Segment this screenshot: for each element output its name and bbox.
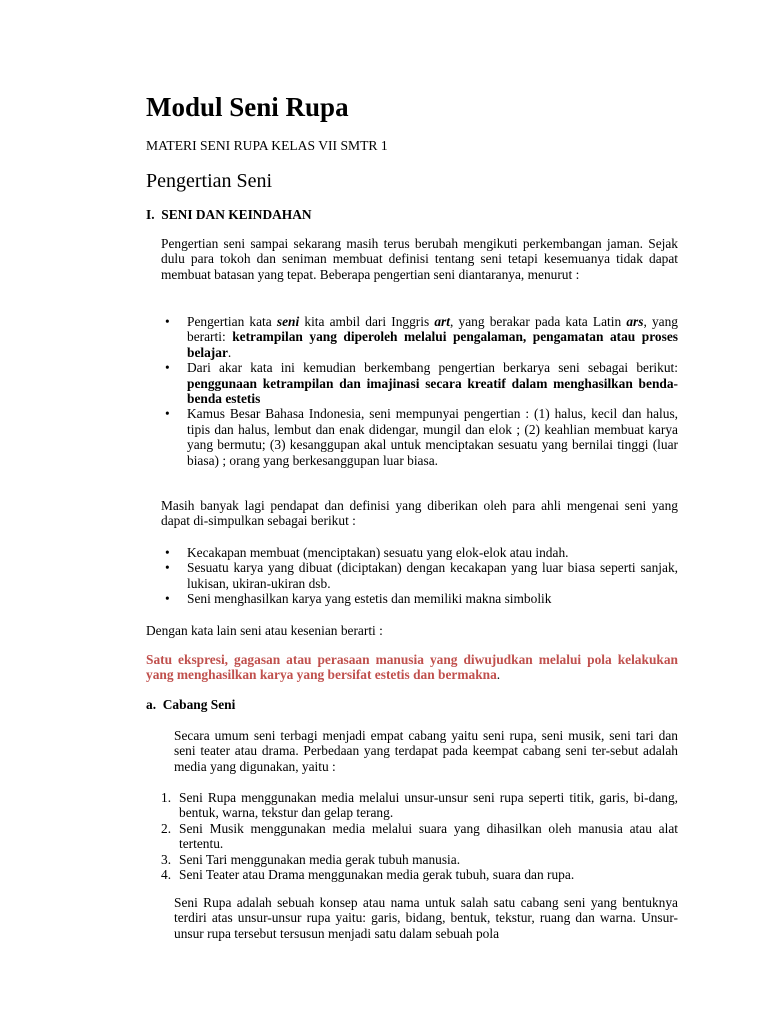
paragraph-intro: Pengertian seni sampai sekarang masih terus berubah mengikuti perkembangan jaman. Sejak dulu para tokoh dan seniman membuat definisi tentang seni tetapi kesemuanya tidak dapat membuat batasan yang tepat. Beberapa pengertian seni diantaranya, menurut : [161, 236, 678, 282]
section-heading [146, 207, 312, 222]
paragraph-summary: Masih banyak lagi pendapat dan definisi yang diberikan oleh para ahli mengenai seni yang dapat di-simpulkan sebagai berikut : [161, 498, 678, 529]
term-art: art [434, 314, 450, 329]
list-item [161, 852, 678, 867]
list-item [161, 360, 678, 406]
list-item [161, 790, 678, 821]
text-run: , yang berarti: [187, 314, 678, 345]
text-run: kita ambil dari Inggris [299, 314, 435, 329]
term-seni: seni [276, 314, 300, 329]
list-text: Seni Rupa menggunakan media melalui unsur-unsur seni rupa seperti titik, garis, bi-dang, bentuk, warna, tekstur dan gelap terang. [179, 790, 678, 821]
list-item [161, 867, 678, 882]
list-number: 4. [161, 867, 172, 883]
section-heading-number: I. [146, 207, 155, 222]
list-item: • Seni menghasilkan karya yang estetis dan memiliki makna simbolik [161, 591, 678, 606]
list-text: Seni Teater atau Drama menggunakan media gerak tubuh, suara dan rupa. [179, 867, 575, 883]
text-run: . [227, 344, 232, 360]
list-item: • Kecakapan membuat (menciptakan) sesuatu yang elok-elok atau indah. [161, 545, 678, 560]
section-heading-text: SENI DAN KEINDAHAN [161, 207, 312, 222]
list-item [161, 821, 678, 852]
paragraph-lead: Dengan kata lain seni atau kesenian berarti : [146, 623, 383, 638]
subsection-title: Cabang Seni [162, 697, 236, 712]
list-item [161, 314, 678, 360]
subsection-heading [146, 697, 235, 712]
document-title: Modul Seni Rupa [146, 92, 349, 122]
bold-definition: penggunaan ketrampilan dan imajinasi secara kreatif dalam menghasilkan benda-benda estetis [187, 375, 678, 407]
list-item: • Kamus Besar Bahasa Indonesia, seni mempunyai pengertian : (1) halus, kecil dan halus, tipis dan halus, lembut dan enak didengar, mungil dan elok ; (2) keahlian membuat karya yang bermutu; (3) kesanggupan akal untuk menciptakan sesuatu yang bernilai tinggi (luar biasa) ; orang yang berkesanggupan luar biasa. [161, 406, 678, 468]
text-run: . [496, 667, 501, 683]
branch-list [161, 790, 678, 882]
highlight-text: Satu ekspresi, gagasan atau perasaan manusia yang diwujudkan melalui pola kelakukan yang menghasilkan karya yang bersifat estetis dan bermakna [146, 652, 678, 683]
conclusion-list [161, 545, 678, 607]
list-number: 2. [161, 820, 172, 836]
highlighted-definition [146, 652, 678, 683]
paragraph-branches: Secara umum seni terbagi menjadi empat cabang yaitu seni rupa, seni musik, seni tari dan seni teater atau drama. Perbedaan yang terdapat pada keempat cabang seni ter-sebut adalah media yang digunakan, yaitu : [174, 728, 678, 774]
bold-definition: ketrampilan yang diperoleh melalui pengalaman, pengamatan atau proses belajar [187, 329, 678, 360]
section-title: Pengertian Seni [146, 170, 273, 192]
subsection-number: a. [146, 697, 157, 712]
paragraph-seni-rupa: Seni Rupa adalah sebuah konsep atau nama untuk salah satu cabang seni yang bentuknya terdiri atas unsur-unsur rupa yaitu: garis, bidang, bentuk, tekstur, ruang dan warna. Unsur-unsur rupa tersebut tersusun menjadi satu dalam sebuah pola [174, 895, 678, 941]
document-subtitle: MATERI SENI RUPA KELAS VII SMTR 1 [146, 138, 388, 153]
list-number: 3. [161, 851, 172, 867]
list-text: Seni Tari menggunakan media gerak tubuh manusia. [179, 851, 461, 867]
term-ars: ars [626, 314, 644, 329]
list-item: • Sesuatu karya yang dibuat (diciptakan) dengan kecakapan yang luar biasa seperti sanjak, lukisan, ukiran-ukiran dsb. [161, 560, 678, 591]
text-run: Dari akar kata ini kemudian berkembang pengertian berkarya seni sebagai berikut: [187, 360, 678, 376]
text-run: , yang berakar pada kata Latin [450, 314, 627, 329]
list-number: 1. [161, 790, 172, 805]
list-text: Seni Musik menggunakan media melalui suara yang dihasilkan oleh manusia atau alat tertentu. [179, 820, 678, 852]
text-run: Pengertian kata [187, 314, 277, 329]
definition-list [161, 314, 678, 468]
